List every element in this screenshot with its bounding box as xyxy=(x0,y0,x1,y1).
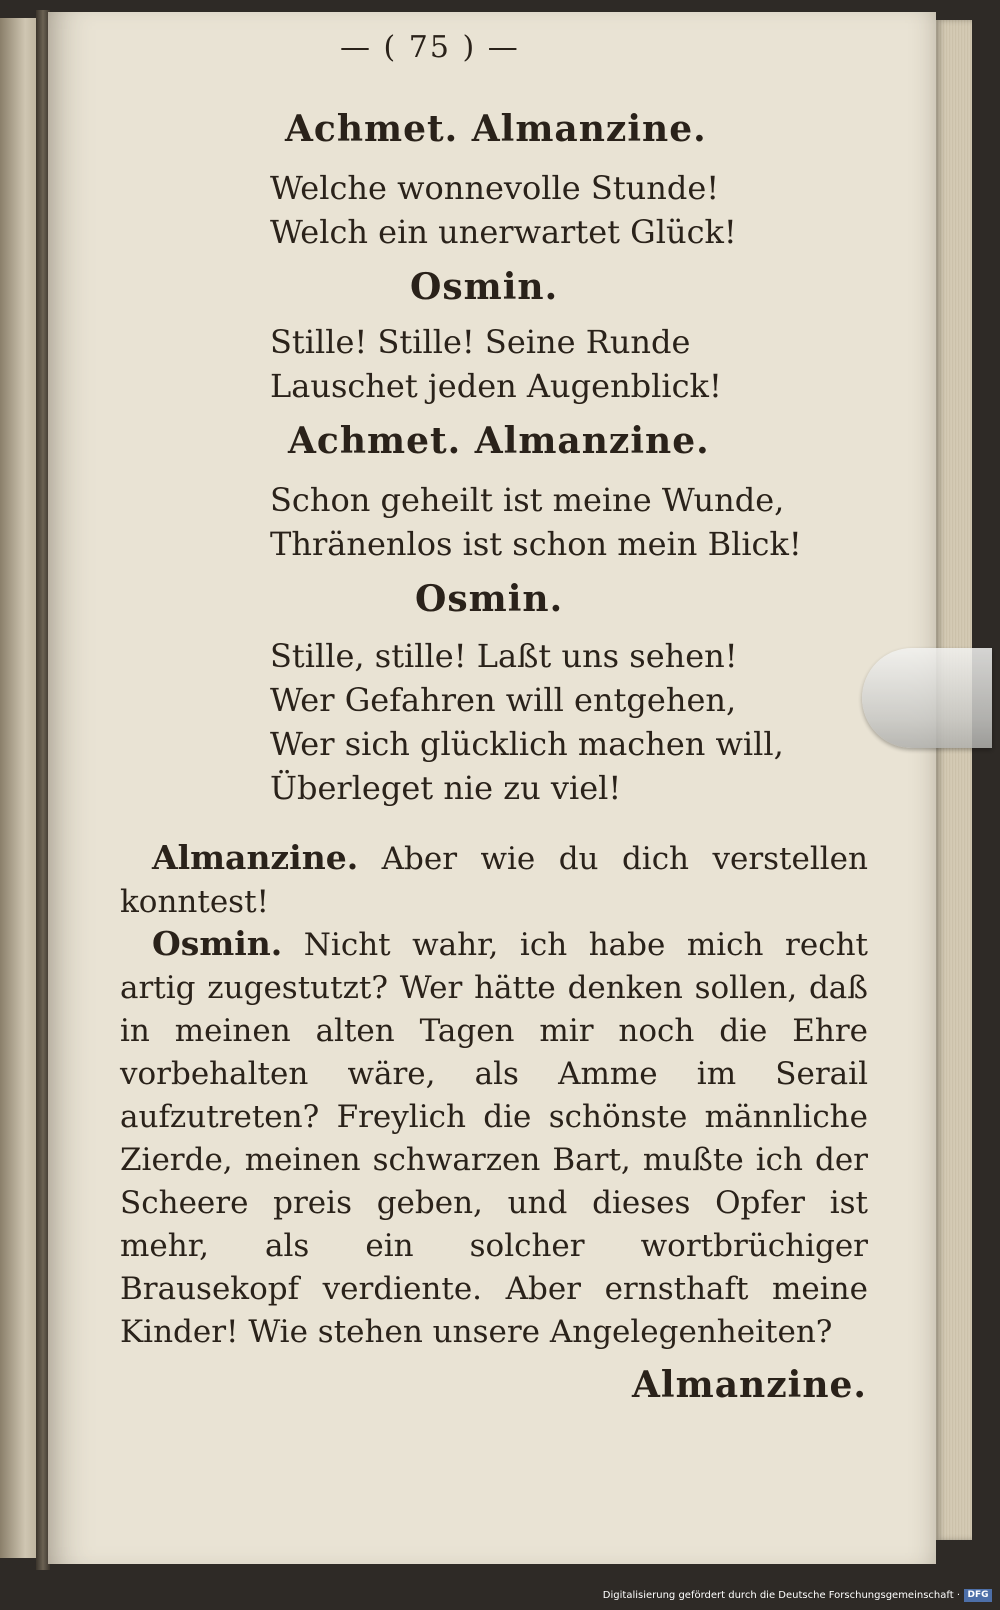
verse-block xyxy=(270,634,784,810)
verse-block xyxy=(270,166,737,254)
verse-line: Stille, stille! Laßt uns sehen! xyxy=(270,637,738,675)
page-number: — ( 75 ) — xyxy=(340,30,520,65)
verse-block xyxy=(270,478,802,566)
paragraph-text: Aber wie du dich verstellen konntest! xyxy=(120,841,868,920)
verse-line: Welch ein unerwartet Glück! xyxy=(270,213,737,251)
page-clip xyxy=(862,648,992,748)
speaker-name: Almanzine. xyxy=(152,838,359,877)
page-stack-edge xyxy=(936,20,972,1540)
verse-line: Schon geheilt ist meine Wunde, xyxy=(270,481,785,519)
verse-line: Welche wonnevolle Stunde! xyxy=(270,169,720,207)
dfg-logo: DFG xyxy=(964,1589,992,1602)
prose-paragraph xyxy=(120,836,868,924)
speaker-heading: Osmin. xyxy=(415,578,564,620)
verse-line: Stille! Stille! Seine Runde xyxy=(270,323,691,361)
verse-line: Thränenlos ist schon mein Blick! xyxy=(270,525,802,563)
speaker-heading: Achmet. Almanzine. xyxy=(288,420,710,462)
speaker-heading: Osmin. xyxy=(410,266,559,308)
catchword: Almanzine. xyxy=(632,1364,867,1406)
verse-line: Überleget nie zu viel! xyxy=(270,769,622,807)
speaker-heading: Achmet. Almanzine. xyxy=(285,108,707,150)
prose-paragraph xyxy=(120,922,868,1354)
speaker-name: Osmin. xyxy=(152,924,283,963)
verse-line: Wer Gefahren will entgehen, xyxy=(270,681,737,719)
verse-line: Lauschet jeden Augenblick! xyxy=(270,367,722,405)
verse-block xyxy=(270,320,722,408)
verse-line: Wer sich glücklich machen will, xyxy=(270,725,784,763)
paragraph-text: Nicht wahr, ich habe mich recht artig zugestutzt? Wer hätte denken sollen, daß in meinen alten Tagen mir noch die Ehre vorbehalten wäre, als Amme im Serail aufzutreten? Freylich die schönste männliche Zierde, meinen schwarzen Bart, mußte ich der Scheere preis geben, und dieses Opfer ist mehr, als ein solcher wortbrüchiger Brausekopf verdiente. Aber ernsthaft meine Kinder! Wie stehen unsere Angelegenheiten? xyxy=(120,927,868,1350)
digitization-credit: Digitalisierung gefördert durch die Deutsche Forschungsgemeinschaft · xyxy=(602,1590,960,1601)
